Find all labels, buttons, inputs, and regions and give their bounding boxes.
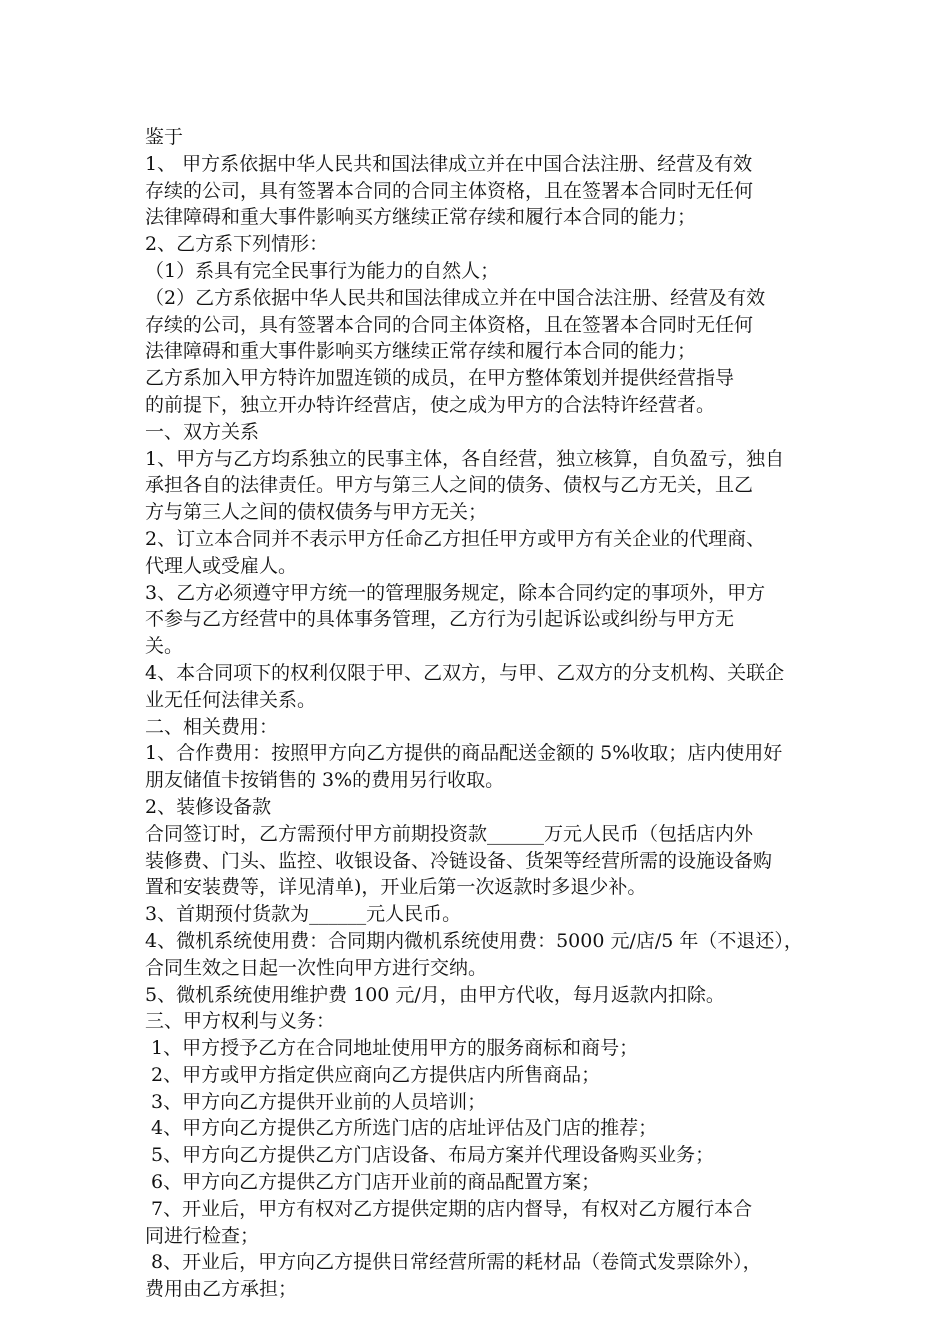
text-line: 2、装修设备款 <box>145 795 272 818</box>
text-line: 3、首期预付货款为______元人民币。 <box>145 903 462 926</box>
text-line: 4、甲方向乙方提供乙方所选门店的店址评估及门店的推荐； <box>145 1117 658 1140</box>
text-line: 2、订立本合同并不表示甲方任命乙方担任甲方或甲方有关企业的代理商、 <box>145 527 766 550</box>
text-line: 4、微机系统使用费：合同期内微机系统使用费：5000 元/店/5 年（不退还）， <box>145 929 803 952</box>
text-line: 1、甲方与乙方均系独立的民事主体，各自经营，独立核算，自负盈亏，独自 <box>145 447 785 470</box>
text-line: 7、开业后，甲方有权对乙方提供定期的店内督导，有权对乙方履行本合 <box>145 1197 753 1220</box>
text-line: 的前提下，独立开办特许经营店，使之成为甲方的合法特许经营者。 <box>145 393 716 416</box>
text-line: 2、甲方或甲方指定供应商向乙方提供店内所售商品； <box>145 1063 601 1086</box>
text-line: 关。 <box>145 635 184 658</box>
text-line: 5、微机系统使用维护费 100 元/月，由甲方代收，每月返款内扣除。 <box>145 983 725 1006</box>
text-line: 鉴于 <box>145 126 184 148</box>
text-line: 6、甲方向乙方提供乙方门店开业前的商品配置方案； <box>145 1171 601 1194</box>
section-heading: 三、甲方权利与义务： <box>145 1010 336 1033</box>
text-line: （1）系具有完全民事行为能力的自然人； <box>145 259 500 282</box>
text-line: 存续的公司，具有签署本合同的合同主体资格，且在签署本合同时无任何 <box>145 313 754 336</box>
text-line: 业无任何法律关系。 <box>145 688 317 711</box>
text-line: 8、开业后，甲方向乙方提供日常经营所需的耗材品（卷筒式发票除外）， <box>145 1251 762 1274</box>
text-line: 方与第三人之间的债权债务与甲方无关； <box>145 501 488 524</box>
text-line: 1、 甲方系依据中华人民共和国法律成立并在中国合法注册、经营及有效 <box>145 152 753 175</box>
text-line: 代理人或受雇人。 <box>145 554 298 577</box>
text-line: （2）乙方系依据中华人民共和国法律成立并在中国合法注册、经营及有效 <box>145 286 766 309</box>
text-line: 法律障碍和重大事件影响买方继续正常存续和履行本合同的能力； <box>145 340 697 363</box>
text-line: 朋友储值卡按销售的 3%的费用另行收取。 <box>145 769 505 792</box>
text-line: 3、乙方必须遵守甲方统一的管理服务规定，除本合同约定的事项外，甲方 <box>145 581 766 604</box>
text-line: 合同生效之日起一次性向甲方进行交纳。 <box>145 956 488 979</box>
text-line: 法律障碍和重大事件影响买方继续正常存续和履行本合同的能力； <box>145 206 697 229</box>
text-line: 置和安装费等，详见清单)，开业后第一次返款时多退少补。 <box>145 876 647 899</box>
contract-text-body <box>145 124 865 1303</box>
section-heading: 一、双方关系 <box>145 420 260 443</box>
text-line: 装修费、门头、监控、收银设备、冷链设备、货架等经营所需的设施设备购 <box>145 849 773 872</box>
text-line: 不参与乙方经营中的具体事务管理，乙方行为引起诉讼或纠纷与甲方无 <box>145 608 735 631</box>
text-line: 5、甲方向乙方提供乙方门店设备、布局方案并代理设备购买业务； <box>145 1144 715 1167</box>
text-line: 同进行检查； <box>145 1224 260 1247</box>
text-line: 乙方系加入甲方特许加盟连锁的成员，在甲方整体策划并提供经营指导 <box>145 367 735 390</box>
text-line: 费用由乙方承担； <box>145 1278 298 1301</box>
text-line: 1、甲方授予乙方在合同地址使用甲方的服务商标和商号； <box>145 1037 639 1060</box>
text-line: 3、甲方向乙方提供开业前的人员培训； <box>145 1090 487 1113</box>
text-line: 1、合作费用：按照甲方向乙方提供的商品配送金额的 5%收取；店内使用好 <box>145 742 783 765</box>
text-line: 2、乙方系下列情形： <box>145 233 329 256</box>
text-line: 4、本合同项下的权利仅限于甲、乙双方，与甲、乙双方的分支机构、关联企 <box>145 661 785 684</box>
text-line: 合同签订时，乙方需预付甲方前期投资款______万元人民币（包括店内外 <box>145 822 754 845</box>
text-line: 承担各自的法律责任。甲方与第三人之间的债务、债权与乙方无关，且乙 <box>145 474 754 497</box>
section-heading: 二、相关费用： <box>145 715 279 738</box>
text-line: 存续的公司，具有签署本合同的合同主体资格，且在签署本合同时无任何 <box>145 179 754 202</box>
